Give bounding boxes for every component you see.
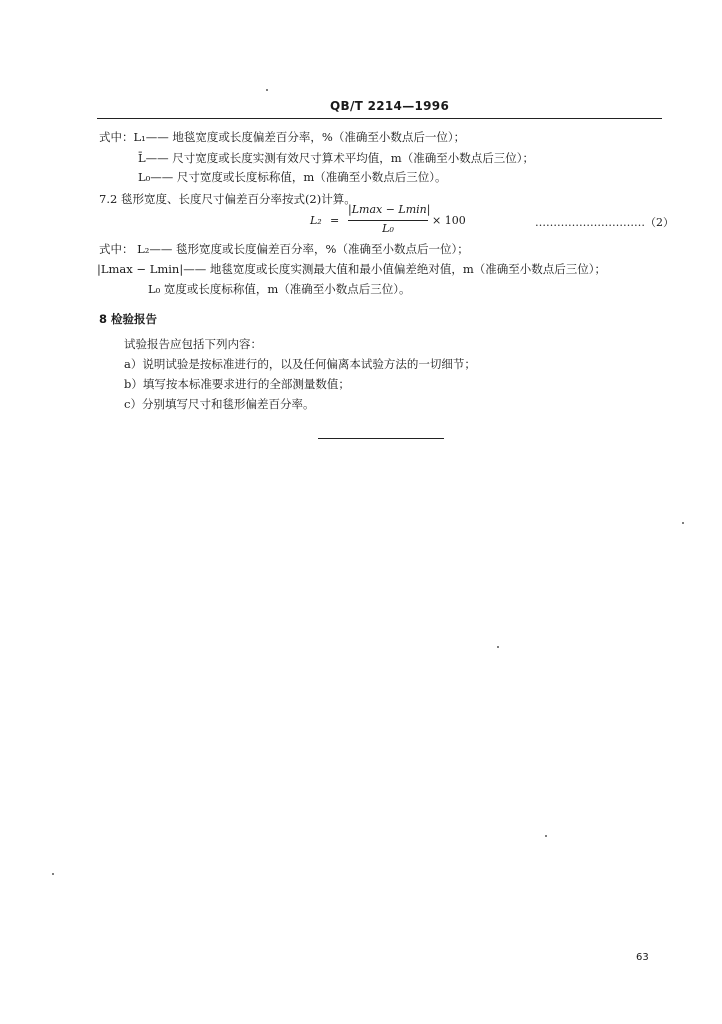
section-8-heading: 8 检验报告 [99, 312, 158, 326]
where2-line-l0: L₀ 宽度或长度标称值，m（准确至小数点后三位）。 [148, 282, 411, 296]
where-line-lbar: L̄—— 尺寸宽度或长度实测有效尺寸算术平均值，m（准确至小数点后三位）； [138, 151, 534, 165]
report-item-c: c）分别填写尺寸和毯形偏差百分率。 [124, 397, 315, 411]
formula-numerator: |Lmax − Lmin| [348, 203, 431, 216]
formula-equals: = [330, 214, 340, 227]
scan-speck [266, 89, 268, 91]
formula-lhs: L₂ [310, 214, 322, 227]
where2-line-abs-diff: |Lmax − Lmin|—— 地毯宽度或长度实测最大值和最小值偏差绝对值，m（准确至小数点后三位）； [97, 262, 607, 276]
end-of-text-rule [318, 438, 444, 439]
formula-denominator: L₀ [382, 222, 394, 235]
scan-speck [52, 873, 54, 875]
clause-7-2-text: 7.2 毯形宽度、长度尺寸偏差百分率按式(2)计算。 [99, 192, 356, 206]
equation-reference: …………………………（2） [535, 216, 674, 229]
formula-multiplier: × 100 [432, 214, 466, 227]
fraction-bar [348, 220, 428, 221]
where-line-l0: L₀—— 尺寸宽度或长度标称值，m（准确至小数点后三位）。 [138, 170, 447, 184]
header-rule [97, 118, 662, 119]
scan-speck [545, 835, 547, 837]
report-intro: 试验报告应包括下列内容： [124, 337, 262, 351]
report-item-b: b）填写按本标准要求进行的全部测量数值； [124, 377, 350, 391]
page-number: 63 [636, 952, 649, 963]
scan-speck [682, 522, 684, 524]
where-line-l1: 式中：L₁—— 地毯宽度或长度偏差百分率，%（准确至小数点后一位）； [99, 130, 466, 144]
scan-speck [497, 646, 499, 648]
report-item-a: a）说明试验是按标准进行的，以及任何偏离本试验方法的一切细节； [124, 357, 476, 371]
where2-line-l2: 式中： L₂—— 毯形宽度或长度偏差百分率，%（准确至小数点后一位）； [99, 242, 469, 256]
standard-code-header: QB/T 2214—1996 [330, 99, 450, 113]
